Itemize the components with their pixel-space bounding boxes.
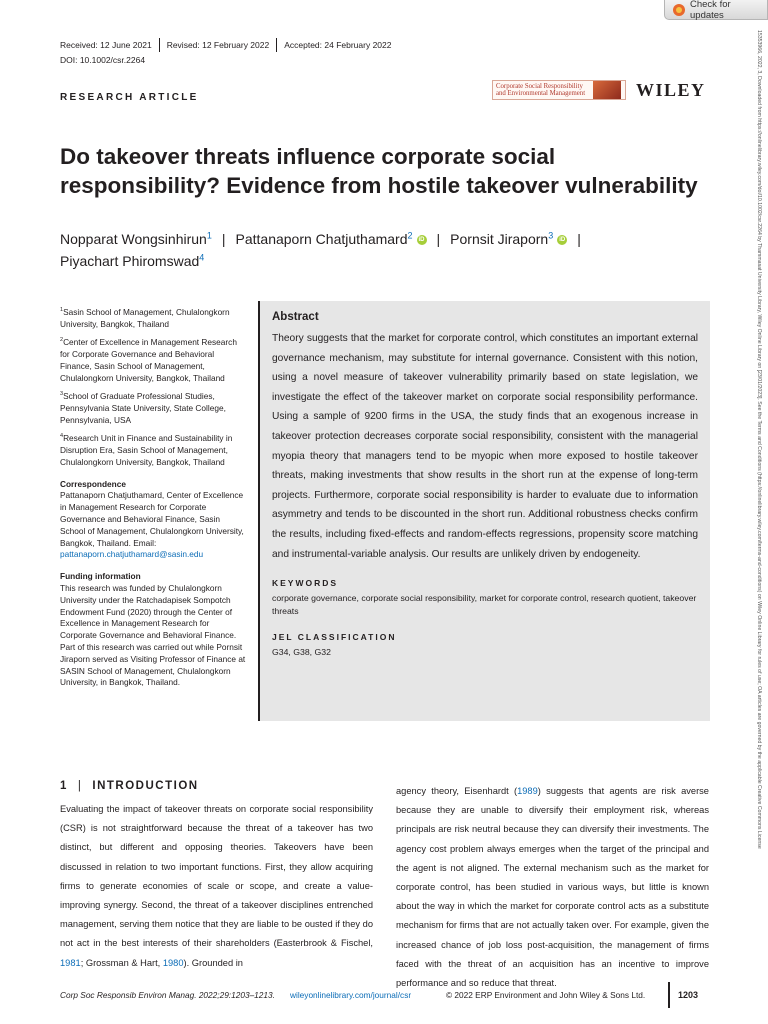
author-name[interactable]: Nopparat Wongsinhirun$^1$ xyxy=(60,230,212,247)
check-updates-label: Check for updates xyxy=(690,0,731,21)
article-dates xyxy=(60,38,398,52)
affiliation: $^3$School of Graduate Professional Studies, Pennsylvania State University, State College, Pennsylvania, USA xyxy=(60,391,226,425)
journal-logo-text: Corporate Social Responsibility and Environmental Management xyxy=(496,83,586,97)
correspondence-text: Pattanaporn Chatjuthamard, Center of Excellence in Management Research for Corporate Governance and Behavioral Finance, Sasin School of Management, Chulalongkorn University, Bangkok, Thailand. Email: pattanaporn.chatjuthamard@sasin.edu xyxy=(60,490,244,560)
citation-link[interactable]: 1981 xyxy=(60,957,81,968)
keywords-heading: KEYWORDS xyxy=(272,578,339,589)
page-number: 1203 xyxy=(668,982,698,1008)
download-side-note: 15353966, 2022, 3, Downloaded from https://onlinelibrary.wiley.com/doi/10.1002/csr.2264 by Thammasat University Library, Wiley Online Library on [23/01/2023]. See the Terms and Conditions (https://onlinelibrary.wiley.com/terms-and-conditions) on Wiley Online Library for rules of use; OA articles are governed by the applicable Creative Commons License xyxy=(756,30,762,849)
author-name[interactable]: Pattanaporn Chatjuthamard$^2$ xyxy=(235,230,413,247)
citation-link[interactable]: 1980 xyxy=(162,957,184,968)
affiliation: $^4$Research Unit in Finance and Sustainability in Disruption Era, Sasin School of Management, Chulalongkorn University, Bangkok, Thailand xyxy=(60,433,233,467)
section-divider: | xyxy=(77,780,83,792)
author-name[interactable]: Pornsit Jiraporn$^3$ xyxy=(450,230,554,247)
intro-paragraph-2: agency theory, Eisenhardt (1989) suggests that agents are risk averse because they are unable to diversify their employment risk, whereas principals are risk neutral because they can diversify their investments. The agency cost problem always emerges when the target of the principal and the agent is not aligned. The external mechanism such as the market for corporate control, has been studied in various ways, but little is known about the way in which the market for corporate control acts as a substitute mechanism for firms that are not actually taken over. For example, given the increased chance of job loss post-acquisition, the management of firms faced with the threat of an acquisition has an incentive to improve performance and so reduce that threat. xyxy=(396,786,709,989)
crossmark-icon xyxy=(673,4,685,16)
revised-date: Revised: 12 February 2022 xyxy=(160,38,278,52)
check-for-updates-button[interactable] xyxy=(664,0,768,20)
article-title: Do takeover threats influence corporate social responsibility? Evidence from hostile takeover vulnerability xyxy=(60,144,698,198)
funding-heading: Funding information xyxy=(60,571,141,582)
section-number: 1 xyxy=(60,780,68,792)
journal-cover-thumbnail xyxy=(593,81,621,99)
section-title: INTRODUCTION xyxy=(92,780,199,792)
page-footer xyxy=(60,982,710,1008)
journal-logo xyxy=(492,80,626,100)
received-date: Received: 12 June 2021 xyxy=(60,38,160,52)
author-list: Nopparat Wongsinhirun$^1$ | Pattanaporn Chatjuthamard$^2$ iD | Pornsit Jiraporn$^3$ iD | Piyachart Phiromswad$^4$ xyxy=(60,230,581,269)
author-name[interactable]: Piyachart Phiromswad$^4$ xyxy=(60,252,205,269)
footer-journal-link[interactable]: wileyonlinelibrary.com/journal/csr xyxy=(290,990,412,1000)
section-heading xyxy=(60,780,199,792)
accepted-date: Accepted: 24 February 2022 xyxy=(284,40,392,50)
doi: DOI: 10.1002/csr.2264 xyxy=(60,55,146,65)
orcid-icon[interactable]: iD xyxy=(559,237,566,244)
publisher-logo: WILEY xyxy=(636,80,706,100)
jel-heading: JEL CLASSIFICATION xyxy=(272,632,397,643)
affiliation: $^2$Center of Excellence in Management Research for Corporate Governance and Behavioral Finance, Sasin School of Management, Chulalongkorn University, Bangkok, Thailand xyxy=(60,337,237,383)
article-type: RESEARCH ARTICLE xyxy=(60,92,199,103)
correspondence-heading: Correspondence xyxy=(60,478,126,489)
affiliation: $^1$Sasin School of Management, Chulalongkorn University, Bangkok, Thailand xyxy=(60,306,230,329)
orcid-icon[interactable]: iD xyxy=(418,237,425,244)
citation-link[interactable]: 1989 xyxy=(517,786,538,796)
footer-copyright: © 2022 ERP Environment and John Wiley & Sons Ltd. xyxy=(446,990,646,1000)
abstract-heading: Abstract xyxy=(272,311,319,323)
abstract-box xyxy=(258,301,710,721)
article-info-column xyxy=(60,305,246,689)
intro-paragraph-1: Evaluating the impact of takeover threats on corporate social responsibility (CSR) is not straightforward because the threat of a takeover has two distinct, but different and opposing theories. Takeovers have been discussed in relation to two important functions. First, they allow acquiring firms to generate economies of scale or scope, and create a value-improving synergy. Second, the threat of a takeover disciplines entrenched management, serving them notice that they are liable to be ousted if they do not act in the best interests of their shareholders (Easterbrook & Fischel, 1981; Grossman & Hart, 1980). Grounded in xyxy=(60,804,373,968)
footer-journal-citation: Corp Soc Responsib Environ Manag. 2022;29:1203–1213. xyxy=(60,990,275,1000)
keywords: corporate governance, corporate social responsibility, market for corporate control, research quotient, takeover threats xyxy=(272,593,697,617)
abstract-text: Theory suggests that the market for corporate control, which constitutes an important external governance mechanism, may substitute for internal governance. Consistent with this notion, using a novel measure of takeover vulnerability primarily based on state legislation, we investigate the effect of the takeover market on corporate social responsibility performance. Using a sample of 9200 firms in the USA, the study finds that an exogenous increase in takeover protection decreases corporate social responsibility, consistent with the managerial myopia theory that managers tend to be myopic when more exposed to hostile takeover threats, making investments that show results in the short run at the expense of long-term projects. Furthermore, corporate social responsibility is harder to evaluate due to information asymmetry and tends to be discounted in the short run. Additional robustness checks confirm the results, including fixed-effects and random-effects regressions, propensity score matching and instrumental-variable analysis. Our results are unlikely driven by endogeneity. xyxy=(272,333,698,560)
jel-codes: G34, G38, G32 xyxy=(272,647,331,658)
funding-text: This research was funded by Chulalongkorn University under the Ratchadapisek Sompotch Endowment Fund (2020) through the Center of Excellence in Management Research for Corporate Governance and Behavioral Finance. Part of this research was carried out while Pornsit Jiraporn served as Visiting Professor of Finance at SASIN School of Management, Chulalongkorn University, in Bangkok, Thailand. xyxy=(60,583,246,688)
correspondence-email-link[interactable]: pattanaporn.chatjuthamard@sasin.edu xyxy=(60,549,204,560)
